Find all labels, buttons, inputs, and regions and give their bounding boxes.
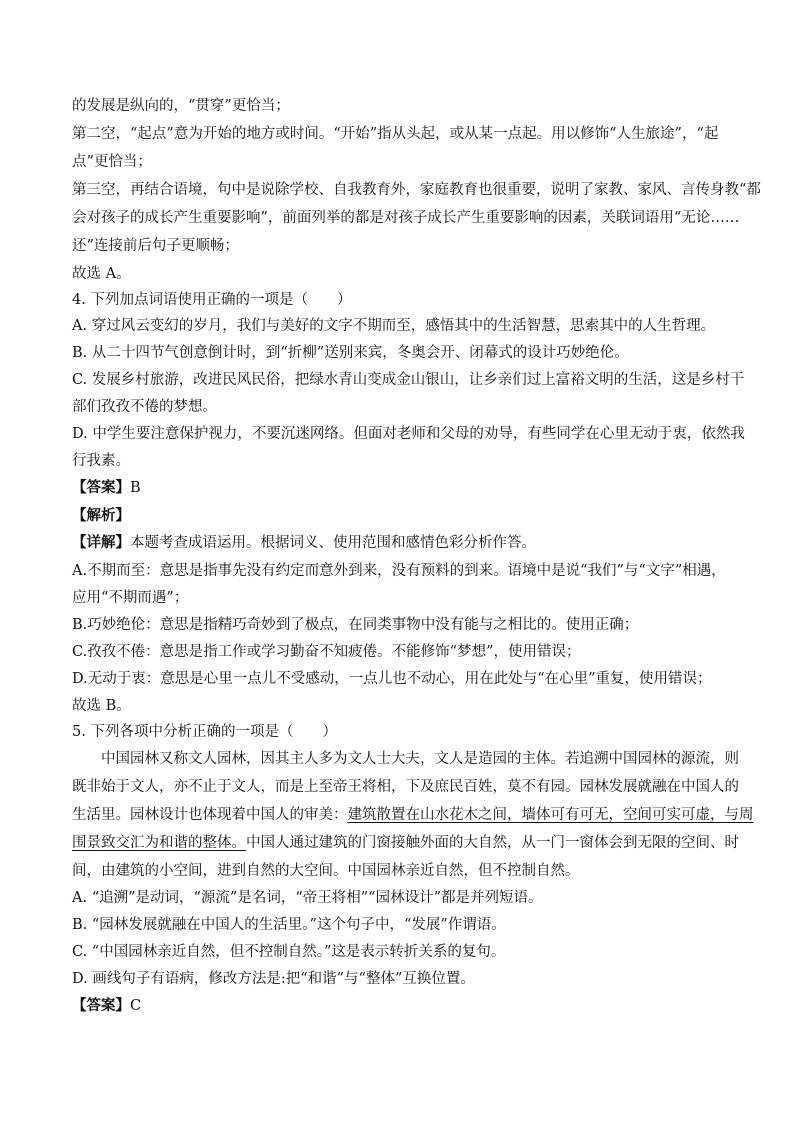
detail-text: 本题考查成语运用。根据词义、使用范围和感情色彩分析作答。 [130,535,536,551]
q4-stem: 4. 下列加点词语使用正确的一项是（ ） [72,292,352,308]
q3-explanation-line: 的发展是纵向的，“贯穿”更恰当； [72,98,290,114]
q3-conclusion: 故选 A。 [72,266,131,282]
q3-explanation-line: 还”连接前后句子更顺畅； [72,238,239,254]
q5-passage-line: 既非始于文人，亦不止于文人，而是上至帝王将相，下及庶民百姓，莫不有园。园林发展就融在中国人的 [72,779,739,795]
q4-explain-d: D.无动于衷：意思是心里一点儿不受感动，一点儿也不动心，用在此处与“在心里”重复，使用错误； [72,671,712,687]
q4-option-c-cont: 部们孜孜不倦的梦想。 [72,399,217,415]
q3-explanation-line: 第三空，再结合语境，句中是说除学校、自我教育外，家庭教育也很重要，说明了家教、家风、言传身教“都 [72,182,761,198]
q4-analysis-tag [72,506,130,526]
answer-value: C [130,998,142,1014]
q5-passage-line: 中国园林又称文人园林，因其主人多为文人士大夫，文人是造园的主体。若追溯中国园林的源流，则 [101,751,739,767]
underlined-sentence: 建筑散置在山水花木之间，墙体可有可无，空间可实可虚，与周 [347,807,754,823]
q5-stem: 5. 下列各项中分析正确的一项是（ ） [72,724,337,740]
q5-option-b: B. “园林发展就融在中国人的生活里。”这个句子中，“发展”作谓语。 [72,917,506,933]
detail-tag: 【详解】 [72,534,130,551]
q4-detail [72,533,536,553]
q4-explain-c: C.孜孜不倦：意思是指工作或学习勤奋不知疲倦。不能修饰“梦想”，使用错误； [72,644,581,660]
q4-option-a: A. 穿过风云变幻的岁月，我们与美好的文字不期而至，感悟其中的生活智慧，思索其中的人生哲理。 [72,318,716,334]
answer-tag: 【答案】 [72,997,130,1014]
passage-text: 中国人通过建筑的门窗接触外面的大自然，从一门一窗体会到无限的空间、时 [246,835,739,851]
q4-answer [72,478,141,498]
q5-answer [72,996,141,1016]
q4-option-d-cont: 行我素。 [72,453,130,469]
q3-explanation-line: 点”更恰当； [72,154,152,170]
underlined-sentence: 围景致交汇为和谐的整体。 [72,835,246,851]
q5-option-a: A. “追溯”是动词，“源流”是名词，“帝王将相”“园林设计”都是并列短语。 [72,890,543,906]
q3-explanation-line: 会对孩子的成长产生重要影响”，前面列举的都是对孩子成长产生重要影响的因素，关联词语用“无论…… [72,210,740,226]
q4-explain-a: A.不期而至：意思是指事先没有约定而意外到来，没有预料的到来。语境中是说“我们”与“文字”相遇， [72,563,726,579]
q4-explain-a-cont: 应用“不期而遇”； [72,590,189,606]
answer-value: B [130,480,141,496]
q4-option-b: B. 从二十四节气创意倒计时，到“折柳”送别来宾，冬奥会开、闭幕式的设计巧妙绝伦。 [72,345,629,361]
q5-option-c: C. “中国园林亲近自然，但不控制自然。”这是表示转折关系的复句。 [72,944,506,960]
analysis-tag: 【解析】 [72,507,130,524]
passage-text: 生活里。园林设计也体现着中国人的审美： [72,807,348,823]
q3-explanation-line: 第二空，“起点”意为开始的地方或时间。“开始”指从头起，或从某一点起。用以修饰“人生旅途”，“起 [72,126,719,142]
q4-explain-b: B.巧妙绝伦：意思是指精巧奇妙到了极点，在同类事物中没有能与之相比的。使用正确； [72,617,639,633]
q5-passage-line [72,833,739,853]
q4-option-c: C. 发展乡村旅游，改进民风民俗，把绿水青山变成金山银山，让乡亲们过上富裕文明的生活，这是乡村干 [72,372,745,388]
q5-passage-line [72,805,754,825]
q5-option-d: D. 画线句子有语病，修改方法是:把“和谐”与“整体”互换位置。 [72,971,475,987]
q4-option-d: D. 中学生要注意保护视力，不要沉迷网络。但面对老师和父母的劝导，有些同学在心里无动于衷，依然我 [72,426,745,442]
answer-tag: 【答案】 [72,479,130,496]
q4-conclusion: 故选 B。 [72,698,131,714]
q5-passage-line: 间，由建筑的小空间，进到自然的大空间。中国园林亲近自然，但不控制自然。 [72,863,580,879]
